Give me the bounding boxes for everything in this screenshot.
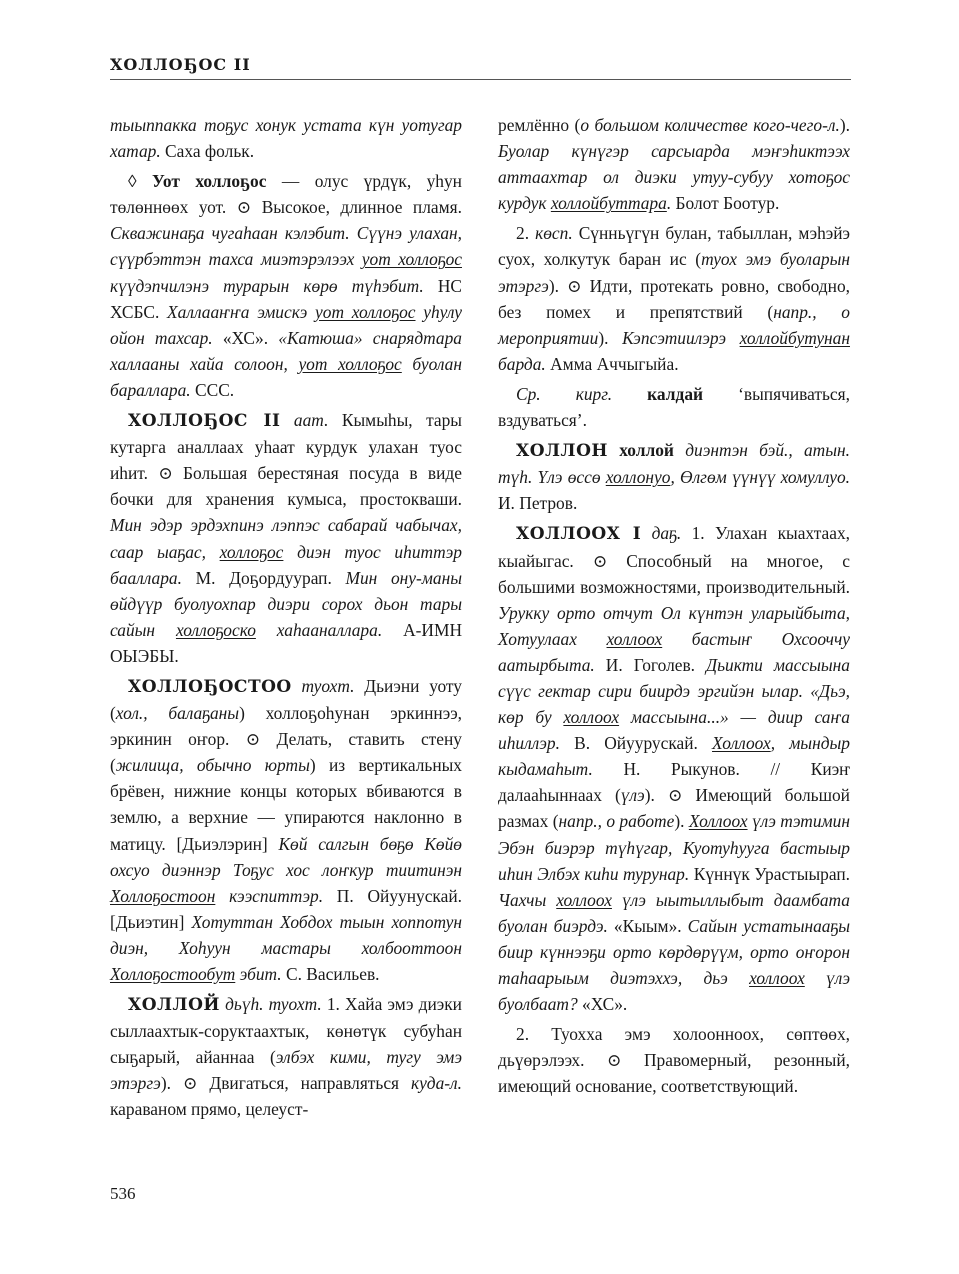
subentry-uot-hollogos: ◊ Уот холлоҕос — олус үрдүк, уһун төлөннөөх уот. ⊙ Высокое, длинное пламя. Скважинаҕа чугаһаан кэлэбит. Сүүнэ улахан, сүүрбэттэн тахса миэтэрэлээх уот холлоҕос күүдэпчилэнэ турарын көрө түһэбит. НС ХСБС. Халлааҥҥа эмискэ уот холлоҕос уһулу ойон тахсар. «ХС». «Катюша» снарядтара халлааны хайа солоон, уот холлоҕос буолан бараллара. ССС. (110, 171, 463, 400)
entry-hollooh-1: ХОЛЛООХ I даҕ. 1. Улахан кыахтаах, кыайыгас. ⊙ Способный на многое, с большими возможностями, производительный. Урукку орто отчут Ол күнтэн уларыйбыта, Хотуулаах холлоох бастыҥ Охсооччу аатырбыта. И. Гоголев. Дьикти массыына сүүс гектар сири биирдэ эргийэн ылар. «Дьэ, көр бу холлоох массыына...» — диир саҥа иһиллэр. В. Ойуурускай. Холлоох, мындыр кыдамаһыт. Н. Рыкунов. // Киэҥ далааһыннаах (үлэ). ⊙ Имеющий большой размах (напр., о работе). Холлоох үлэ тэтимин Эбэн биэрэр түһүгар, Куотуһууга бастыыр иһин Элбэх киһи турунар. Күннүк Урастыырап. Чахчы холлоох үлэ ыытыллыбыт даамбата буолан биэрдэ. «Кыым». Сайын устатынааҕы биир күннээҕи орто көрдөрүүм, орто оҥорон таһаарыым диэтэххэ, дьэ холлоох үлэ буолбаат? «ХС». (498, 523, 851, 1015)
entry-holloi-continuation: ремлённо (о большом количестве кого-чего-л.). Буолар күнүгэр сарсыарда мэҥэһиктээх аттаахтар ол диэки утуу-субуу хотоҕос курдук холлойбуттара. Болот Боотур. (498, 115, 850, 214)
entry-hollon: ХОЛЛОН холлой диэнтэн бэй., атын. түһ. Үлэ өссө холлонуо, Өлгөм үүнүү хомуллуо. И. Петров. (498, 440, 850, 514)
entry-hollogostoo: ХОЛЛОҔОСТОО туохт. Дьиэни уоту (хол., балаҕаны) холлоҕоһунан эркиннээ, эркинин оҥор. ⊙ Делать, ставить стену (жилища, обычно юрты) из вертикальных брёвен, нижние концы которых вбиваются в землю, а верхние — упираются наклонно в матицу. [Дьиэлэрин] Көй салгын бөҕө Көйө охсуо диэннэр Тоҕус хос лоҥкур тиитинэн Холлоҕостоон кээспиттэр. П. Ойуунускай. [Дьиэтин] Хотуттан Хобдох тыын хоппотун диэн, Хоһуун мастары холбооттоон Холлоҕостообут эбит. С. Васильев. (110, 675, 463, 984)
entry-hollooh-sense-2: 2. Туохха эмэ холоонноох, сөптөөх, дьүөрэлээх. ⊙ Правомерный, резонный, имеющий основание, соответствующий. (498, 1024, 850, 1097)
page-number: 536 (110, 1184, 136, 1203)
left-column (110, 112, 462, 1127)
entry-holloi: ХОЛЛОЙ дьүһ. туохт. 1. Хайа эмэ диэки сыллаахтык-соруктаахтык, көнөтүк субуһан сыҕарый, айаннаа (элбэх кими, тугу эмэ этэргэ). ⊙ Двигаться, направляться куда-л. караваном прямо, целеуст- (110, 994, 462, 1120)
entry-holloi-sense-2: 2. көсп. Сүнньүгүн булан, табыллан, мэһэйэ суох, холкутук баран ис (туох эмэ буоларын этэргэ). ⊙ Идти, протекать ровно, свободно, без помех и препятствий (напр., о мероприятии). Кэпсэтиилэрэ холлойбутунан барда. Амма Аччыгыйа. (498, 223, 851, 374)
right-column (498, 112, 850, 1103)
entry-continuation: тыыппакка тоҕус хонук устата күн уотугар хатар. Саха фольк. (110, 115, 462, 162)
entry-holloi-comparison: Ср. кирг. калдай ‘выпячиваться, вздуваться’. (498, 383, 850, 431)
running-head: ХОЛЛОҔОС II (110, 55, 251, 74)
header-rule (110, 79, 851, 80)
entry-hollogos-2: ХОЛЛОҔОС II аат. Кымыһы, тары кутарга аналлаах уһаат курдук улахан туос иһит. ⊙ Большая берестяная посуда в виде бочки для хранения кумыса, простокваши. Мин эдэр эрдэхпинэ лэппэс сабарай чабычах, саар ыаҕас, холлоҕос диэн туос иһиттэр бааллара. М. Доҕордуурап. Мин ону-маны өйдүүр буолуохпар диэри сорох дьон тары сайын холлоҕоско хаһааналлара. А-ИМН ОЫЭБЫ. (110, 410, 462, 666)
